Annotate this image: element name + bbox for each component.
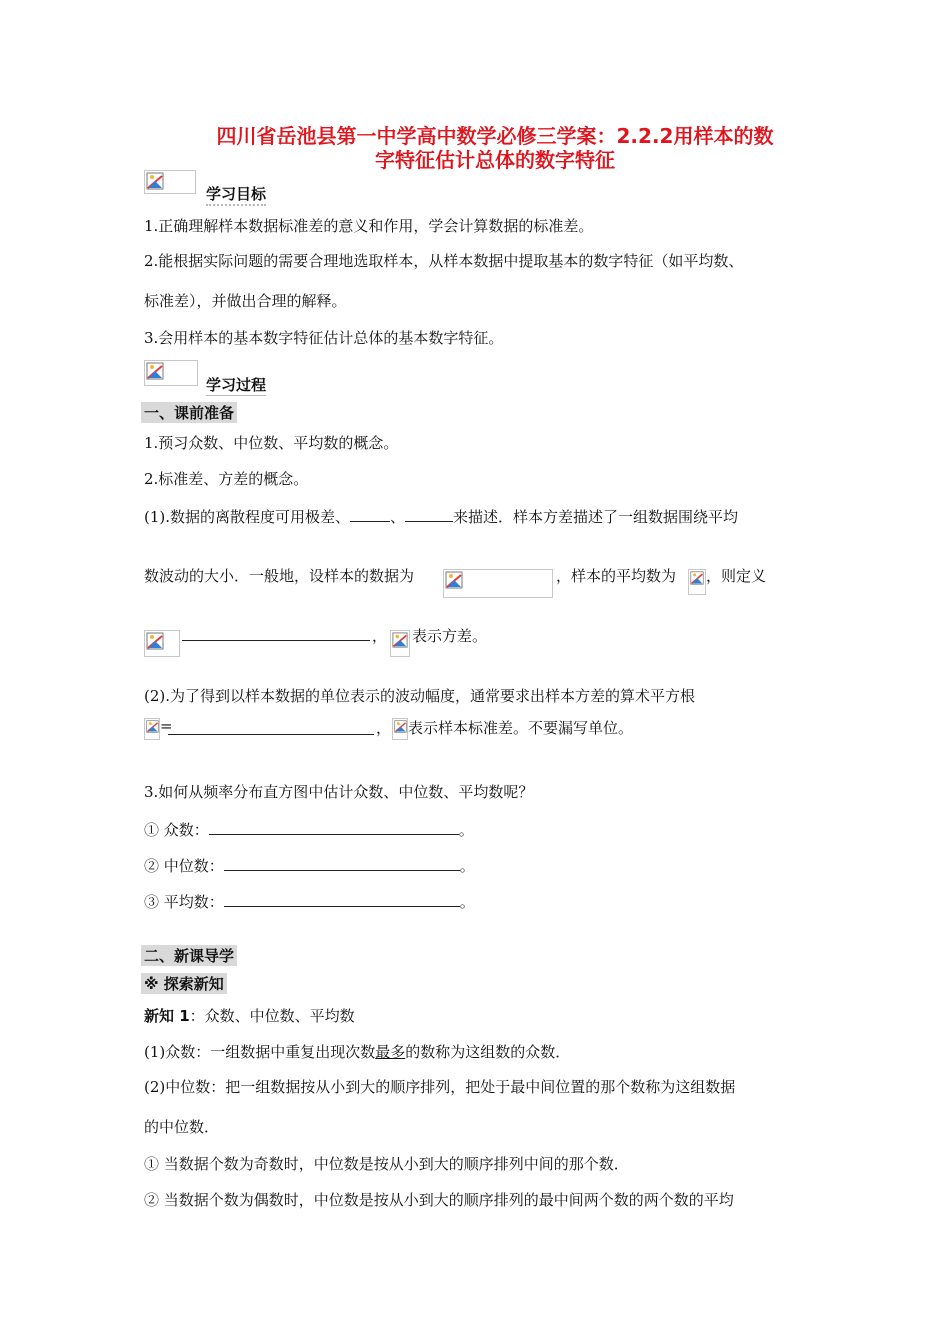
- goal-2-cont: 标准差），并做出合理的解释。: [144, 292, 347, 310]
- q-median-end: 。: [459, 857, 475, 875]
- heading-process: 学习过程: [206, 376, 267, 394]
- prep-3-sep: 、: [390, 508, 406, 526]
- blank-median[interactable]: [224, 854, 460, 871]
- goal-1: 1.正确理解样本数据标准差的意义和作用，学会计算数据的标准差。: [144, 217, 594, 235]
- section-1-heading: 一、课前准备: [141, 402, 237, 423]
- new-line-2: (2)中位数：把一组数据按从小到大的顺序排列，把处于最中间位置的那个数称为这组数据: [144, 1078, 736, 1096]
- prep-8: 3.如何从频率分布直方图中估计众数、中位数、平均数呢？: [144, 783, 534, 801]
- broken-image-icon: [144, 360, 198, 386]
- prep-5-comma: ，: [372, 627, 388, 645]
- q-mean-label: ③ 平均数：: [144, 893, 224, 911]
- new-line-1-underlined: 最多: [375, 1043, 406, 1061]
- formula-image-icon: [443, 569, 553, 598]
- question-mean: [144, 890, 475, 912]
- prep-7-eq: =: [160, 717, 173, 735]
- new-line-1-a: (1)众数：一组数据中重复出现次数: [144, 1043, 376, 1061]
- q-mode-label: ① 众数：: [144, 821, 209, 839]
- prep-3-text-b: 来描述．样本方差描述了一组数据围绕平均: [453, 508, 739, 526]
- formula-image-icon: [144, 718, 160, 740]
- prep-7-b: 表示样本标准差。不要漏写单位。: [408, 719, 634, 737]
- prep-2: 2.标准差、方差的概念。: [144, 470, 309, 488]
- new-knowledge-label: 新知 1: [144, 1007, 190, 1025]
- doc-title-line2: 字特征估计总体的数字特征: [375, 148, 615, 172]
- new-line-4: ① 当数据个数为奇数时，中位数是按从小到大的顺序排列中间的那个数．: [144, 1155, 629, 1173]
- explore-heading: ※ 探索新知: [141, 973, 227, 994]
- prep-4-b: ，样本的平均数为: [556, 567, 677, 585]
- new-line-1-b: 的数称为这组数的众数．: [405, 1043, 571, 1061]
- new-line-5: ② 当数据个数为偶数时，中位数是按从小到大的顺序排列的最中间两个数的两个数的平均: [144, 1191, 734, 1209]
- blank-variance[interactable]: [182, 640, 370, 641]
- prep-4-c: ，则定义: [706, 567, 767, 585]
- question-median: [144, 854, 475, 876]
- blank-std[interactable]: [168, 734, 374, 735]
- prep-3: [144, 505, 738, 527]
- new-line-3: 的中位数．: [144, 1118, 220, 1136]
- formula-image-icon: [390, 630, 410, 657]
- blank-2[interactable]: [405, 505, 453, 522]
- goal-3: 3.会用样本的基本数字特征估计总体的基本数字特征。: [144, 329, 504, 347]
- broken-image-icon: [144, 170, 196, 194]
- blank-mode[interactable]: [209, 818, 459, 835]
- prep-6: (2).为了得到以样本数据的单位表示的波动幅度，通常要求出样本方差的算术平方根: [144, 687, 696, 705]
- new-line-1: [144, 1042, 570, 1062]
- q-median-label: ② 中位数：: [144, 857, 224, 875]
- goal-2: 2.能根据实际问题的需要合理地选取样本，从样本数据中提取基本的数字特征（如平均数、: [144, 252, 744, 270]
- q-mean-end: 。: [459, 893, 475, 911]
- prep-5-b: 表示方差。: [412, 627, 488, 645]
- new-knowledge-rest: ：众数、中位数、平均数: [189, 1007, 355, 1025]
- section-2-heading: 二、新课导学: [141, 945, 237, 966]
- prep-4-a: 数波动的大小．一般地，设样本的数据为: [144, 567, 415, 585]
- blank-1[interactable]: [350, 505, 390, 522]
- formula-image-icon: [392, 718, 408, 740]
- prep-3-text-a: (1).数据的离散程度可用极差、: [144, 508, 351, 526]
- heading-goals: 学习目标: [206, 183, 266, 206]
- prep-7-comma: ，: [376, 719, 392, 737]
- new-knowledge-1: [144, 1006, 355, 1026]
- formula-image-icon: [144, 630, 180, 657]
- question-mode: [144, 818, 474, 840]
- prep-1: 1.预习众数、中位数、平均数的概念。: [144, 434, 399, 452]
- doc-title-line1: 四川省岳池县第一中学高中数学必修三学案：2.2.2用样本的数: [216, 124, 774, 148]
- formula-image-icon: [688, 569, 706, 595]
- blank-mean[interactable]: [224, 890, 460, 907]
- q-mode-end: 。: [458, 821, 474, 839]
